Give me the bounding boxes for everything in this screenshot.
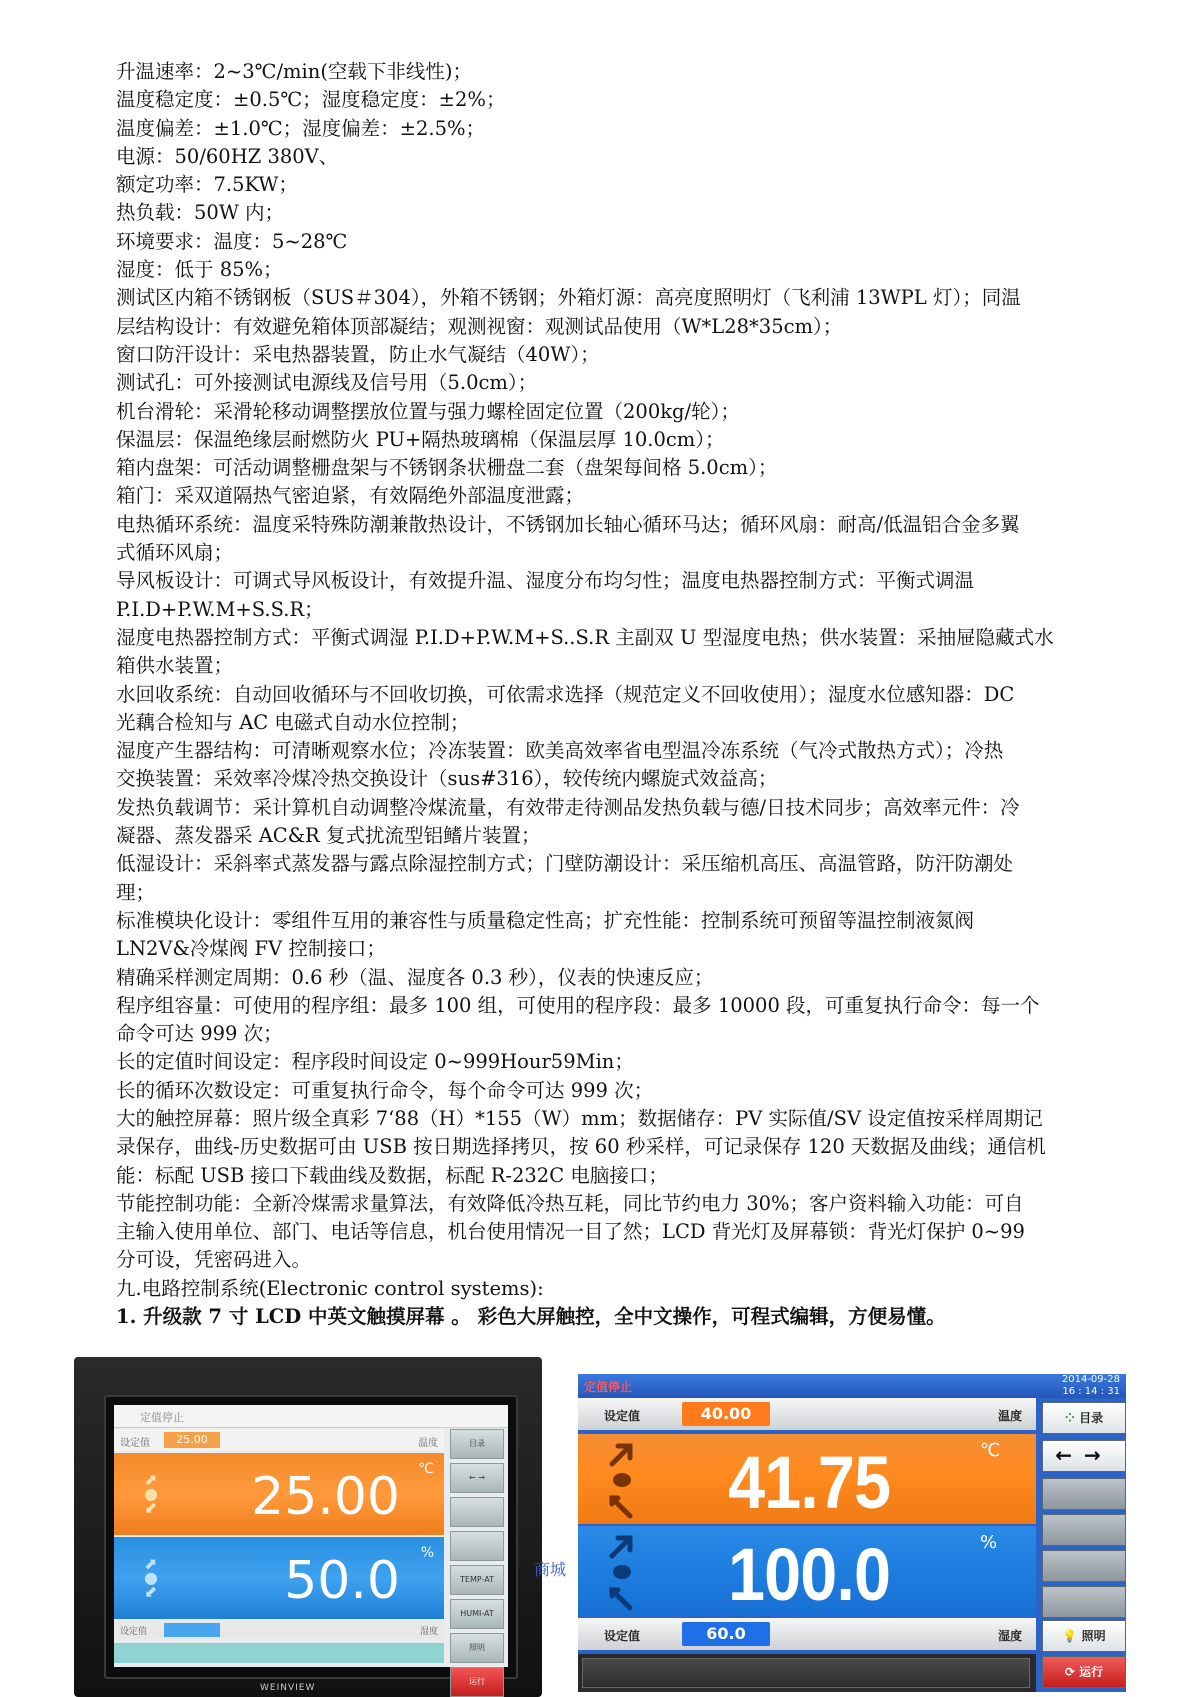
hmi-date: 2014-09-28 (1061, 1374, 1120, 1385)
device-title: 定值停止 (140, 1411, 184, 1424)
device-screen (114, 1405, 508, 1686)
text-line: 湿度电热器控制方式：平衡式调湿 P.I.D+P.W.M+S..S.R 主副双 U 型湿度电热；供水装置：采抽屉隐藏式水 (116, 625, 1054, 649)
text-line: 电热循环系统：温度采特殊防潮兼散热设计，不锈钢加长轴心循环马达；循环风扇：耐高/低温铝合金多翼 (116, 512, 1020, 536)
text-line: 水回收系统：自动回收循环与不回收切换，可依需求选择（规范定义不回收使用）；湿度水位感知器：DC (116, 682, 1015, 706)
text-line: P.I.D+P.W.M+S.S.R； (116, 597, 324, 621)
text-line: 长的循环次数设定：可重复执行命令，每个命令可达 999 次； (116, 1078, 654, 1102)
hmi-bottom-bar (578, 1654, 1036, 1692)
device-sv2-label: 设定值 (120, 1627, 148, 1637)
hmi-side-panel (1038, 1398, 1126, 1692)
device-blank-button-1[interactable] (450, 1497, 504, 1527)
device-humi-value: 50.0 (284, 1551, 400, 1611)
hmi-time: 16 : 14 : 31 (1062, 1386, 1120, 1397)
text-line: 湿度产生器结构：可清晰观察水位；冷冻装置：欧美高效率省电型温冷冻系统（气冷式散热方式）；冷热 (116, 739, 1004, 763)
hmi-humi-sv-label: 设定值 (604, 1629, 641, 1643)
text-line: 理； (116, 880, 156, 904)
hmi-light-button[interactable] (1042, 1620, 1126, 1652)
device-bottom-bar (114, 1643, 444, 1663)
text-line: 箱门：采双道隔热气密迫紧，有效隔绝外部温度泄露； (116, 484, 585, 508)
text-line: 精确采样测定周期：0.6 秒（温、湿度各 0.3 秒），仪表的快速反应； (116, 965, 714, 989)
hmi-temp-sv-label: 设定值 (604, 1409, 641, 1423)
text-line: 能：标配 USB 接口下载曲线及数据，标配 R-232C 电脑接口； (116, 1163, 668, 1187)
text-line: 长的定值时间设定：程序段时间设定 0~999Hour59Min； (116, 1050, 634, 1074)
hmi-humi-unit: % (980, 1532, 998, 1553)
text-line: 命令可达 999 次； (116, 1022, 283, 1046)
text-line: 热负载：50W 内； (116, 201, 285, 225)
device-run-button[interactable]: 运行 (450, 1667, 504, 1697)
text-line: 测试孔：可外接测试电源线及信号用（5.0cm）； (116, 371, 538, 395)
text-line: 交换装置：采效率冷煤冷热交换设计（sus#316），较传统内螺旋式效益高； (116, 767, 778, 791)
text-line: 低湿设计：采斜率式蒸发器与露点除湿控制方式；门壁防潮设计：采压缩机高压、高温管路，防汗防潮处 (116, 852, 1014, 876)
text-line: 凝器、蒸发器采 AC&R 复式扰流型铝鳍片装置； (116, 824, 541, 848)
device-light-button[interactable]: 照明 (450, 1633, 504, 1663)
hmi-menu-label: 目录 (1079, 1411, 1104, 1425)
text-line: 测试区内箱不锈钢板（SUS＃304），外箱不锈钢；外箱灯源：高亮度照明灯（飞利浦 13WPL 灯）；同温 (116, 286, 1021, 310)
hmi-status-text: 定值停止 (584, 1380, 633, 1394)
refresh-icon: ⟳ (1064, 1665, 1075, 1679)
hmi-humi-setpoint-row (578, 1618, 1036, 1650)
device-temp-panel (114, 1453, 444, 1535)
grid-icon: ⁘ (1064, 1411, 1075, 1425)
text-line: 电源：50/60HZ 380V、 (116, 144, 339, 168)
device-title-bar (114, 1405, 508, 1428)
hmi-bottom-field (582, 1658, 1030, 1688)
device-brand-logo: WEINVIEW (260, 1683, 316, 1693)
text-line: 升温速率：2~3℃/min(空载下非线性)； (116, 60, 473, 83)
text-line: 湿度：低于 85%； (116, 258, 283, 282)
hmi-temp-pv: 41.75 (728, 1441, 891, 1524)
text-line: 光藕合检知与 AC 电磁式自动水位控制； (116, 710, 470, 734)
text-line: 九.电路控制系统(Electronic control systems): (116, 1276, 544, 1300)
text-line: 窗口防汗设计：采电热器装置，防止水气凝结（40W）； (116, 342, 600, 366)
hmi-blank-button-3[interactable] (1042, 1550, 1126, 1582)
hmi-light-label: 照明 (1081, 1629, 1106, 1643)
text-line: 层结构设计：有效避免箱体顶部凝结；观测视窗：观测试品使用（W*L28*35cm）； (116, 314, 843, 338)
text-line: 温度稳定度：±0.5℃；湿度稳定度：±2%； (116, 88, 506, 112)
hmi-blank-button-2[interactable] (1042, 1514, 1126, 1546)
hmi-temp-sv-unit: 温度 (997, 1409, 1022, 1423)
device-sv-value: 25.00 (164, 1432, 220, 1448)
device-temp-arrows-icon: ⬈ ● ⬋ (144, 1470, 158, 1517)
hmi-menu-button[interactable] (1042, 1402, 1126, 1434)
device-humi-arrows-icon: ⬈ ● ⬋ (144, 1554, 158, 1601)
device-sv2-unit: 湿度 (419, 1627, 438, 1637)
text-line: 发热负载调节：采计算机自动调整冷煤流量，有效带走待测品发热负载与德/日技术同步；高效率元件：冷 (116, 795, 1020, 819)
text-line: LN2V&冷煤阀 FV 控制接口； (116, 937, 386, 961)
hmi-humi-pv: 100.0 (728, 1533, 891, 1616)
device-side-buttons (450, 1429, 504, 1686)
hmi-temp-setpoint-row (578, 1398, 1036, 1430)
text-line: 节能控制功能：全新冷煤需求量算法，有效降低冷热互耗，同比节约电力 30%；客户资料输入功能：可自 (116, 1191, 1024, 1215)
hmi-humi-sv-value[interactable]: 60.0 (682, 1622, 770, 1646)
hmi-humi-panel (578, 1526, 1036, 1616)
text-line: 主输入使用单位、部门、电话等信息，机台使用情况一目了然；LCD 背光灯及屏幕锁：背光灯保护 0~99 (116, 1220, 1025, 1244)
device-temp-at-button[interactable]: TEMP-AT (450, 1565, 504, 1595)
text-line: 程序组容量：可使用的程序组：最多 100 组，可使用的程序段：最多 10000 段，可重复执行命令：每一个 (116, 993, 1040, 1017)
text-line: 导风板设计：可调式导风板设计，有效提升温、湿度分布均匀性；温度电热器控制方式：平衡式调温 (116, 569, 975, 593)
text-line: 额定功率：7.5KW； (116, 173, 298, 197)
device-humi-panel (114, 1537, 444, 1619)
device-humi-unit-icon: % (420, 1545, 434, 1561)
device-arrow-buttons[interactable]: ← → (450, 1463, 504, 1493)
device-temp-setpoint-row (114, 1429, 444, 1451)
hmi-temp-panel (578, 1434, 1036, 1524)
hmi-datetime (1062, 1374, 1120, 1398)
hmi-screen (578, 1374, 1126, 1692)
text-line: 式循环风扇； (116, 541, 234, 565)
device-bezel (104, 1395, 518, 1686)
device-sv-unit: 温度 (418, 1438, 438, 1449)
device-sv2-value (164, 1623, 220, 1637)
spec-lines (116, 58, 1088, 1303)
device-humi-setpoint-row (114, 1621, 444, 1639)
document-text (116, 58, 1088, 1331)
text-line: 温度偏差：±1.0℃；湿度偏差：±2.5%； (116, 116, 486, 140)
text-line: 标准模块化设计：零组件互用的兼容性与质量稳定性高；扩充性能：控制系统可预留等温控制液氮阀 (116, 908, 975, 932)
text-line: 环境要求：温度：5~28℃ (116, 229, 348, 253)
bulb-icon: 💡 (1062, 1629, 1078, 1643)
text-line: 箱内盘架：可活动调整栅盘架与不锈钢条状栅盘二套（盘架每间格 5.0cm）； (116, 456, 778, 480)
device-menu-button[interactable]: 目录 (450, 1429, 504, 1459)
device-humi-at-button[interactable]: HUMI-AT (450, 1599, 504, 1629)
device-temp-value: 25.00 (251, 1467, 400, 1527)
hmi-blank-button-4[interactable] (1042, 1586, 1126, 1618)
watermark-text: 商城 (534, 1560, 567, 1579)
section-heading: 1. 升级款 7 寸 LCD 中英文触摸屏幕 。 彩色大屏触控，全中文操作，可程式编辑，方便易懂。 (116, 1305, 946, 1329)
hmi-temp-trend-icon (604, 1440, 644, 1518)
hmi-temp-unit: ℃ (980, 1440, 1001, 1461)
text-line: 分可设，凭密码进入。 (116, 1248, 312, 1272)
hmi-status-bar (578, 1374, 1126, 1398)
hmi-blank-button-1[interactable] (1042, 1478, 1126, 1510)
hmi-run-label: 运行 (1079, 1665, 1104, 1679)
text-line: 机台滑轮：采滑轮移动调整摆放位置与强力螺栓固定位置（200kg/轮）； (116, 399, 740, 423)
text-line: 大的触控屏幕：照片级全真彩 7‘88（H）*155（W）mm；数据储存：PV 实际值/SV 设定值按采样周期记 (116, 1106, 1043, 1130)
device-blank-button-2[interactable] (450, 1531, 504, 1561)
device-photo (74, 1357, 542, 1697)
text-line: 箱供水装置； (116, 654, 234, 678)
text-line: 保温层：保温绝缘层耐燃防火 PU+隔热玻璃棉（保温层厚 10.0cm）； (116, 427, 725, 451)
device-sv-label: 设定值 (120, 1438, 150, 1449)
hmi-run-button[interactable] (1042, 1656, 1126, 1688)
device-temp-unit-icon: ℃ (418, 1461, 434, 1477)
text-line: 录保存，曲线-历史数据可由 USB 按日期选择拷贝，按 60 秒采样，可记录保存 120 天数据及曲线；通信机 (116, 1135, 1046, 1159)
hmi-arrow-buttons[interactable]: ←→ (1042, 1440, 1126, 1472)
hmi-temp-sv-value[interactable]: 40.00 (682, 1402, 770, 1426)
hmi-humi-trend-icon (604, 1532, 644, 1610)
hmi-humi-sv-unit: 湿度 (997, 1629, 1022, 1643)
